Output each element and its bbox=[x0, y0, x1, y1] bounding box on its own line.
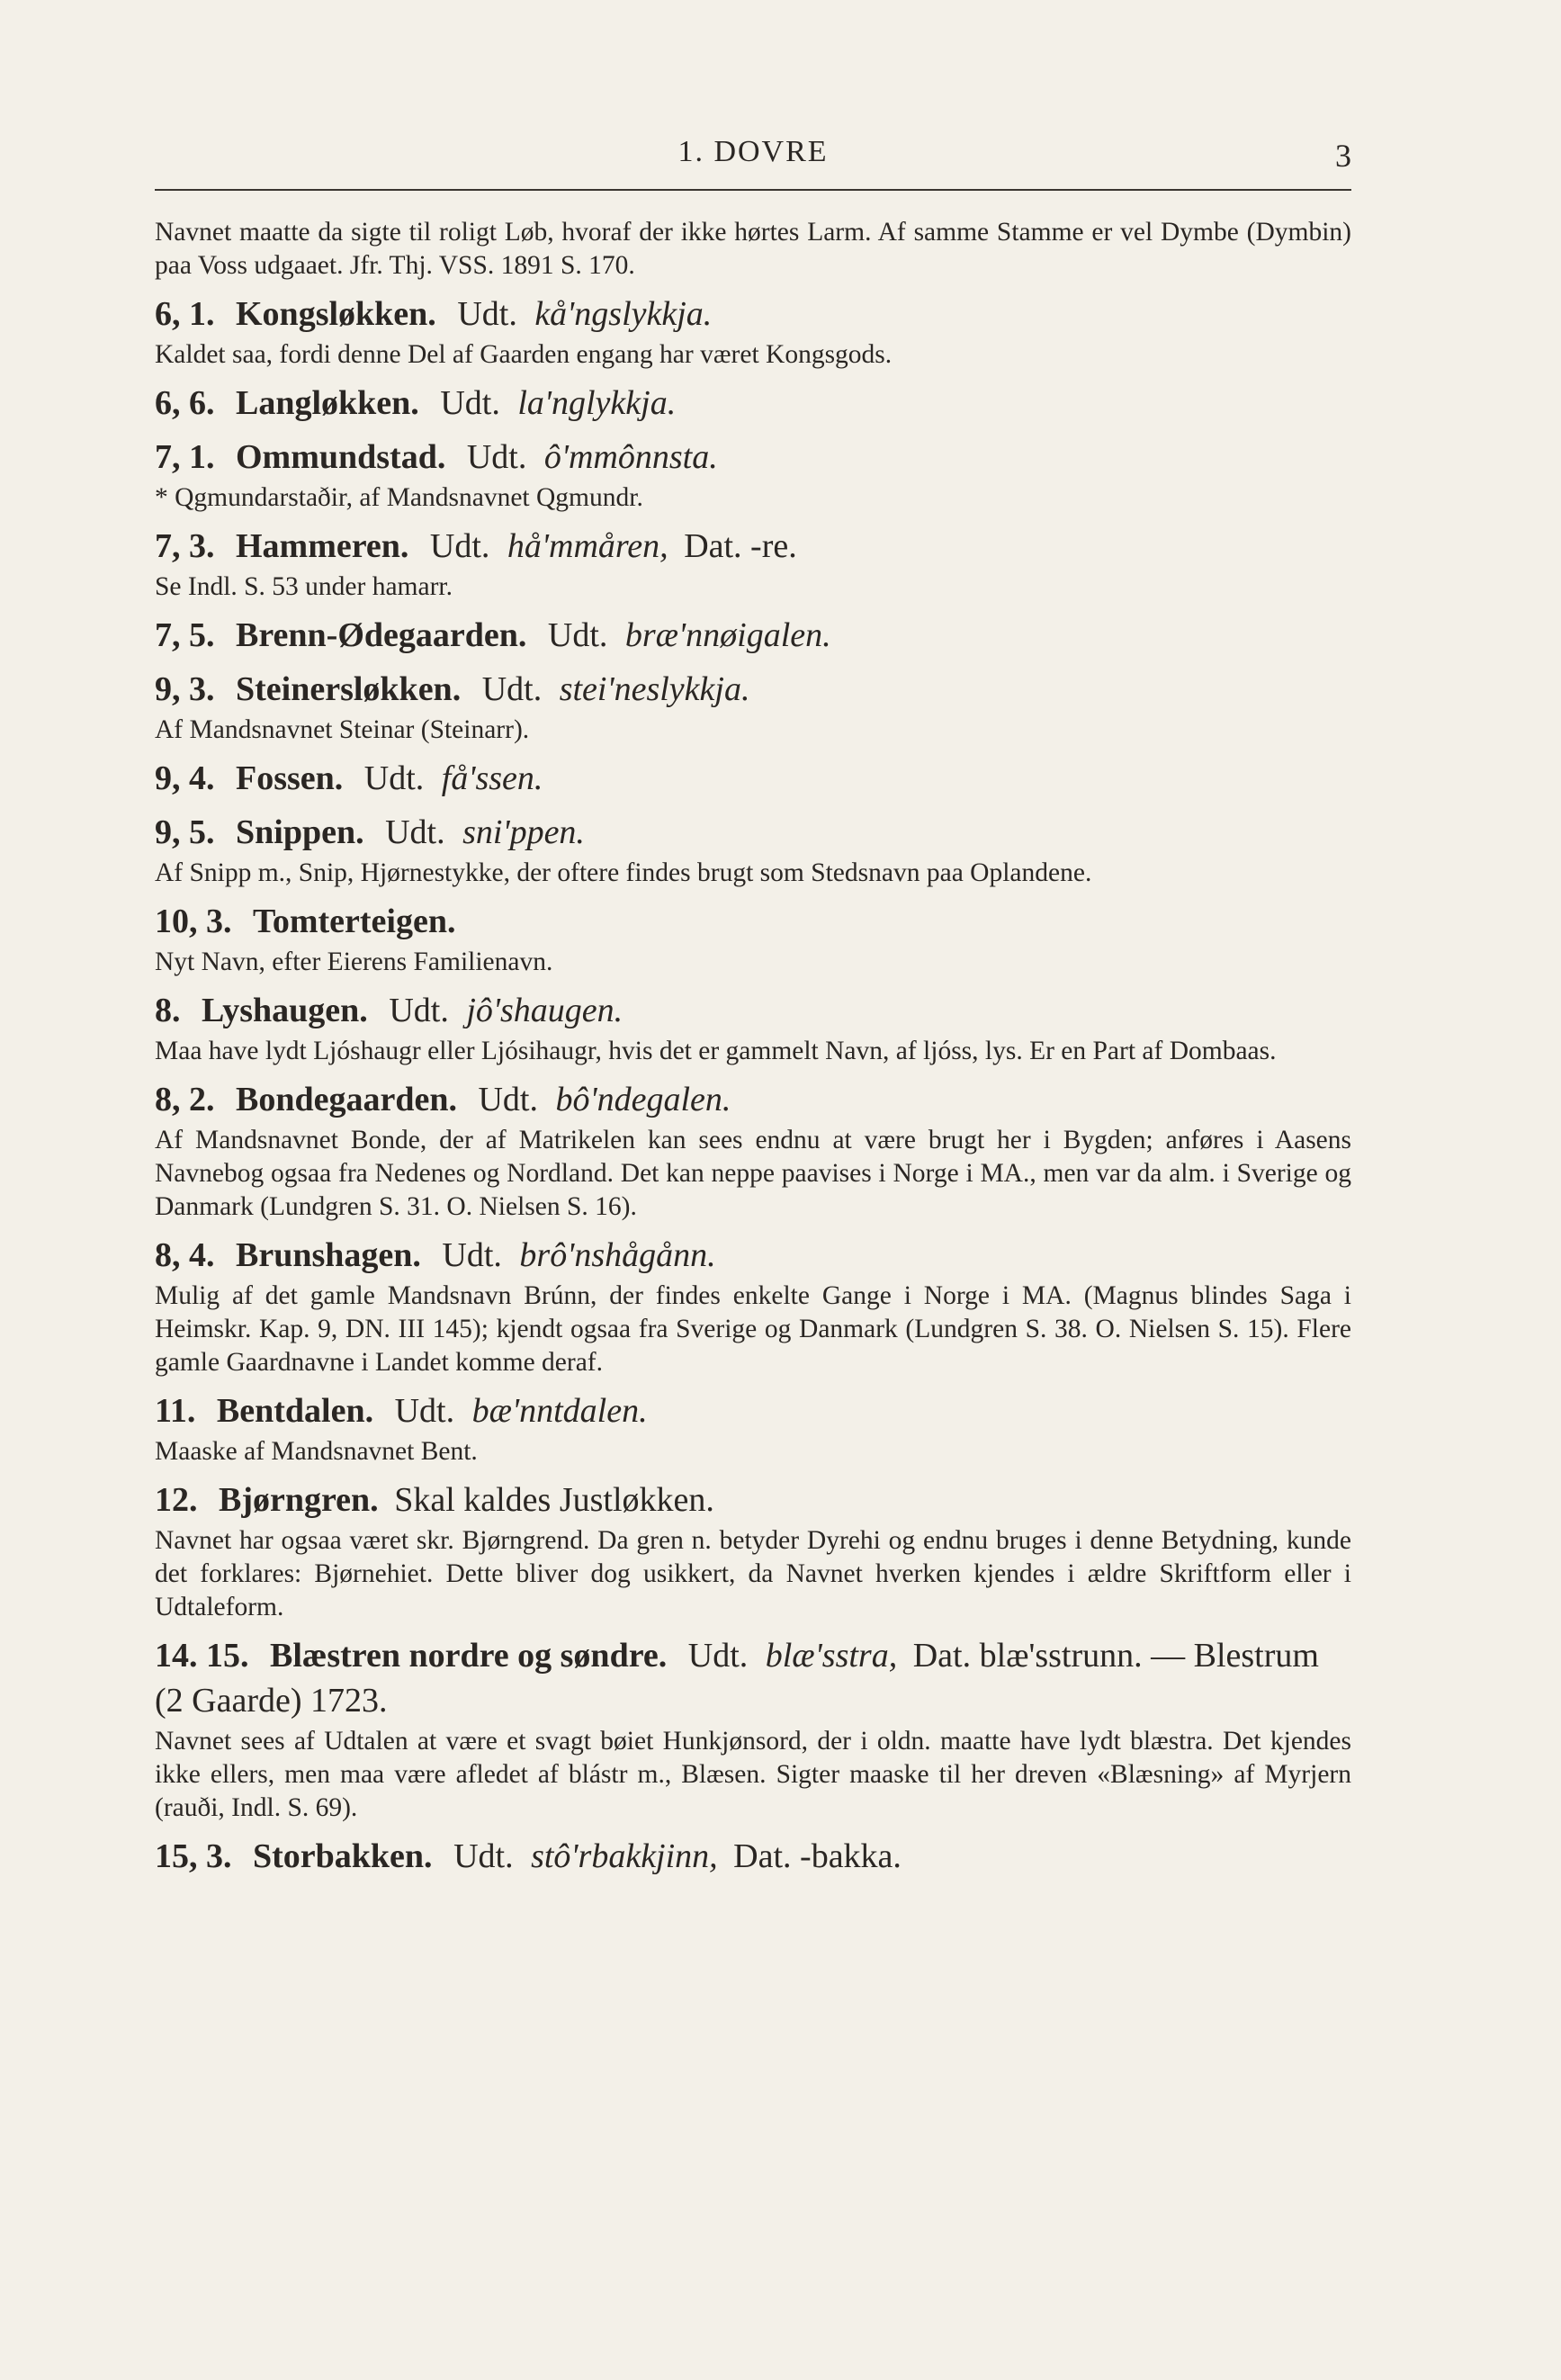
place-name: Bjørngren. bbox=[219, 1481, 379, 1519]
entry-extra: Dat. -bakka. bbox=[733, 1837, 902, 1875]
entry-note: Maa have lydt Ljóshaugr eller Ljósihaugr, hvis det er gammelt Navn, af ljóss, lys. Er en Part af Dombaas. bbox=[155, 1037, 1277, 1065]
pronunciation: kå'ngslykkja. bbox=[534, 295, 713, 333]
place-name: Lyshaugen. bbox=[202, 992, 368, 1029]
place-entry bbox=[155, 1834, 1351, 1879]
entry-note: Af Mandsnavnet Steinar (Steinarr). bbox=[155, 715, 530, 744]
place-name: Blæstren nordre og søndre. bbox=[270, 1637, 668, 1675]
entry-number: 9, 4. bbox=[155, 759, 215, 797]
place-entry bbox=[155, 1477, 1351, 1624]
entry-heading bbox=[155, 1388, 1351, 1433]
place-entry bbox=[155, 381, 1351, 426]
entry-heading bbox=[155, 435, 1351, 480]
entry-note: Se Indl. S. 53 under hamarr. bbox=[155, 572, 453, 601]
entry-note: Maaske af Mandsnavnet Bent. bbox=[155, 1437, 478, 1466]
pronunciation-marker: Udt. bbox=[385, 813, 445, 851]
entry-heading bbox=[155, 1834, 1351, 1879]
place-name: Hammeren. bbox=[236, 527, 409, 565]
place-entry bbox=[155, 667, 1351, 747]
pronunciation-marker: Udt. bbox=[389, 992, 449, 1029]
entry-number: 6, 1. bbox=[155, 295, 215, 333]
entry-number: 7, 1. bbox=[155, 438, 215, 476]
pronunciation: hå'mmåren, bbox=[507, 527, 668, 565]
entry-number: 10, 3. bbox=[155, 903, 232, 940]
intro-text: Navnet maatte da sigte til roligt Løb, hvoraf der ikke hørtes Larm. Af samme Stamme er vel Dymbe (Dymbin) paa Voss udgaaet. Jfr. Thj. VSS. 1891 S. 170. bbox=[155, 218, 1351, 280]
entry-heading bbox=[155, 667, 1351, 712]
entry-number: 8, 4. bbox=[155, 1236, 215, 1274]
pronunciation-marker: Udt. bbox=[440, 384, 500, 422]
entry-note: Kaldet saa, fordi denne Del af Gaarden engang har været Kongsgods. bbox=[155, 340, 893, 369]
place-name: Bentdalen. bbox=[216, 1392, 374, 1430]
pronunciation: brô'nshågånn. bbox=[519, 1236, 716, 1274]
entry-number: 7, 5. bbox=[155, 616, 215, 654]
entry-heading bbox=[155, 810, 1351, 855]
place-entry bbox=[155, 1388, 1351, 1468]
place-name: Snippen. bbox=[236, 813, 364, 851]
pronunciation-marker: Udt. bbox=[429, 527, 490, 565]
entry-number: 9, 5. bbox=[155, 813, 215, 851]
pronunciation: sni'ppen. bbox=[462, 813, 585, 851]
place-name: Langløkken. bbox=[236, 384, 419, 422]
pronunciation-marker: Udt. bbox=[363, 759, 425, 797]
pronunciation-marker: Udt. bbox=[478, 1081, 538, 1118]
pronunciation-marker: Udt. bbox=[547, 616, 608, 654]
entry-number: 6, 6. bbox=[155, 384, 215, 422]
pronunciation: bræ'nnøigalen. bbox=[624, 616, 831, 654]
place-name: Kongsløkken. bbox=[236, 295, 436, 333]
place-name: Tomterteigen. bbox=[253, 903, 456, 940]
entry-heading bbox=[155, 613, 1351, 658]
chapter-title: 1. DOVRE bbox=[677, 135, 829, 168]
entry-number: 8, 2. bbox=[155, 1081, 215, 1118]
entry-heading bbox=[155, 756, 1351, 801]
pronunciation-marker: Udt. bbox=[442, 1236, 502, 1274]
place-name: Brunshagen. bbox=[236, 1236, 421, 1274]
entry-extra: Dat. -re. bbox=[684, 527, 797, 565]
pronunciation: jô'shaugen. bbox=[466, 992, 624, 1029]
place-entry bbox=[155, 524, 1351, 604]
entry-heading bbox=[155, 1077, 1351, 1122]
place-entry bbox=[155, 435, 1351, 515]
pronunciation-marker: Udt. bbox=[457, 295, 517, 333]
pronunciation-marker: Udt. bbox=[481, 670, 543, 708]
entry-number: 12. bbox=[155, 1481, 198, 1519]
place-entry bbox=[155, 1633, 1351, 1825]
pronunciation-marker: Udt. bbox=[687, 1637, 749, 1675]
pronunciation: la'nglykkja. bbox=[517, 384, 677, 422]
entry-extra: Dat. blæ'sstrunn. — Blestrum (2 Gaarde) 1723. bbox=[155, 1637, 1319, 1720]
entry-heading bbox=[155, 381, 1351, 426]
place-name: Fossen. bbox=[236, 759, 344, 797]
entry-number: 9, 3. bbox=[155, 670, 215, 708]
place-name: Brenn-Ødegaarden. bbox=[236, 616, 527, 654]
pronunciation: stei'neslykkja. bbox=[559, 670, 750, 708]
entry-note: Navnet har ogsaa været skr. Bjørngrend. Da gren n. betyder Dyrehi og endnu bruges i denne Betydning, kunde det forklares: Bjørnehiet. Dette bliver dog usikkert, da Navnet hverken kjendes i ældre Skriftform eller i Udtaleform. bbox=[155, 1526, 1351, 1621]
entry-heading bbox=[155, 988, 1351, 1033]
entry-number: 14. 15. bbox=[155, 1637, 249, 1675]
pronunciation: stô'rbakkjinn, bbox=[531, 1837, 718, 1875]
pronunciation-marker: Udt. bbox=[394, 1392, 455, 1430]
entry-note: Navnet sees af Udtalen at være et svagt bøiet Hunkjønsord, der i oldn. maatte have lydt blæstra. Det kjendes ikke ellers, men maa være afledet af blástr m., Blæsen. Sigter maaske til her dreven «Blæsning» af Myrjern (rauði, Indl. S. 69). bbox=[155, 1727, 1351, 1822]
pronunciation-marker: Udt. bbox=[453, 1837, 514, 1875]
place-name: Steinersløkken. bbox=[236, 670, 462, 708]
place-entry bbox=[155, 988, 1351, 1068]
page-number: 3 bbox=[1335, 138, 1351, 174]
entry-number: 8. bbox=[155, 992, 181, 1029]
place-entry bbox=[155, 1233, 1351, 1379]
entry-extra: Skal kaldes Justløkken. bbox=[394, 1481, 714, 1519]
place-name: Ommundstad. bbox=[236, 438, 446, 476]
entry-heading bbox=[155, 524, 1351, 569]
entry-note: Mulig af det gamle Mandsnavn Brúnn, der findes enkelte Gange i Norge i MA. (Magnus blindes Saga i Heimskr. Kap. 9, DN. III 145); kjendt ogsaa fra Sverige og Danmark (Lundgren S. 38. O. Nielsen S. 15). Flere gamle Gaardnavne i Landet komme deraf. bbox=[155, 1281, 1351, 1377]
pronunciation: blæ'sstra, bbox=[765, 1637, 898, 1675]
pronunciation: få'ssen. bbox=[441, 759, 543, 797]
place-name: Bondegaarden. bbox=[236, 1081, 457, 1118]
pronunciation: ô'mmônnsta. bbox=[543, 438, 718, 476]
place-entry bbox=[155, 292, 1351, 372]
document-page bbox=[155, 135, 1351, 1879]
entry-note: * Qgmundarstaðir, af Mandsnavnet Qgmundr. bbox=[155, 483, 643, 512]
entry-heading bbox=[155, 1233, 1351, 1278]
entry-number: 11. bbox=[155, 1392, 196, 1430]
entry-note: Af Mandsnavnet Bonde, der af Matrikelen kan sees endnu at være brugt her i Bygden; anføres i Aasens Navnebog ogsaa fra Nedenes og Nordland. Det kan neppe paavises i Norge i MA., men var da alm. i Sverige og Danmark (Lundgren S. 31. O. Nielsen S. 16). bbox=[155, 1126, 1351, 1221]
entry-heading bbox=[155, 292, 1351, 337]
place-name: Storbakken. bbox=[253, 1837, 433, 1875]
place-entry bbox=[155, 613, 1351, 658]
intro-paragraph bbox=[155, 216, 1351, 283]
entry-heading bbox=[155, 1633, 1351, 1723]
entry-note: Af Snipp m., Snip, Hjørnestykke, der oftere findes brugt som Stedsnavn paa Oplandene. bbox=[155, 858, 1092, 887]
entry-number: 7, 3. bbox=[155, 527, 215, 565]
place-entry bbox=[155, 756, 1351, 801]
place-entry bbox=[155, 810, 1351, 890]
place-entry bbox=[155, 899, 1351, 979]
entry-list bbox=[155, 292, 1351, 1879]
entry-heading bbox=[155, 1477, 1351, 1522]
entry-note: Nyt Navn, efter Eierens Familienavn. bbox=[155, 948, 553, 976]
entry-number: 15, 3. bbox=[155, 1837, 232, 1875]
entry-heading bbox=[155, 899, 1351, 944]
pronunciation: bæ'nntdalen. bbox=[471, 1392, 648, 1430]
pronunciation-marker: Udt. bbox=[466, 438, 527, 476]
place-entry bbox=[155, 1077, 1351, 1224]
running-header bbox=[155, 135, 1351, 191]
pronunciation: bô'ndegalen. bbox=[555, 1081, 731, 1118]
